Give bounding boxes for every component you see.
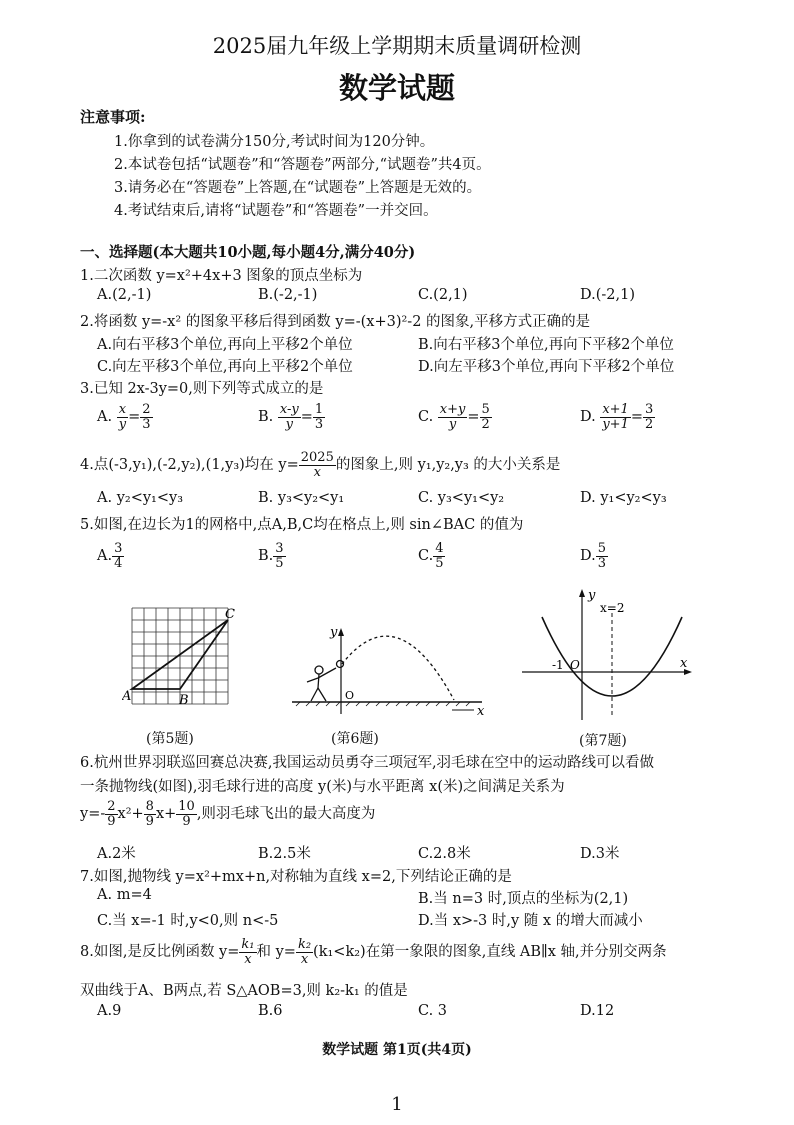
numerator: 4 xyxy=(435,541,444,556)
denominator: 5 xyxy=(275,555,284,571)
numerator: 8 xyxy=(145,799,154,814)
q5-option-d xyxy=(580,542,608,570)
numerator: 10 xyxy=(178,799,195,814)
fraction xyxy=(296,938,313,966)
denominator: 3 xyxy=(597,555,606,571)
eq-part: x+ xyxy=(155,806,177,823)
q6-line-1: 6.杭州世界羽联巡回赛总决赛,我国运动员勇夺三项冠军,羽毛球在空中的运动路线可以看做 xyxy=(80,755,655,771)
option-label: D. xyxy=(580,548,596,565)
q3-option-c: C. $\frac{x+y}{y}$ = $\frac{5}{2}$ xyxy=(418,402,490,432)
fraction xyxy=(144,800,156,828)
shuttle-trajectory xyxy=(342,636,454,700)
notice-item: 4.考试结束后,请将“试题卷”和“答题卷”一并交回。 xyxy=(114,203,438,219)
denominator: 3 xyxy=(314,416,324,432)
x-axis-label: x xyxy=(680,656,688,671)
numerator: 3 xyxy=(275,541,284,556)
q6-option-c: C.2.8米 xyxy=(418,846,471,862)
q2-option-d: D.向左平移3个单位,再向下平移2个单位 xyxy=(418,359,675,375)
q7-option-a: A. m=4 xyxy=(97,887,152,903)
fraction xyxy=(117,403,128,431)
fraction xyxy=(643,403,655,431)
figure-6-caption: (第6题) xyxy=(331,731,379,747)
q8-option-d: D.12 xyxy=(580,1003,615,1019)
numerator: 3 xyxy=(645,402,654,417)
notice-item: 1.你拿到的试卷满分150分,考试时间为120分钟。 xyxy=(114,134,435,150)
fraction xyxy=(273,542,285,570)
q8-option-c: C. 3 xyxy=(418,1003,448,1019)
neg-one-label: -1 xyxy=(552,658,564,672)
denominator: 9 xyxy=(107,813,116,829)
figure-5-grid xyxy=(122,600,252,710)
eq-part: x²+ xyxy=(117,806,144,823)
fraction xyxy=(600,403,631,431)
q6-equation xyxy=(80,800,375,828)
q4-option-b: B. y₃<y₂<y₁ xyxy=(258,490,345,506)
fraction xyxy=(480,403,492,431)
q8-stem-c: (k₁<k₂)在第一象限的图象,直线 AB∥x 轴,并分别交两条 xyxy=(313,944,667,961)
numerator: x-y xyxy=(279,402,299,417)
q3-stem: 3.已知 2x-3y=0,则下列等式成立的是 xyxy=(80,381,324,397)
notice-heading: 注意事项: xyxy=(80,108,146,126)
denominator: y xyxy=(118,416,127,432)
denominator: 3 xyxy=(142,416,151,432)
origin-label: O xyxy=(345,689,355,702)
option-label: A. xyxy=(97,409,113,426)
fraction xyxy=(299,451,336,479)
denominator: x xyxy=(313,464,321,480)
y-axis-label: y xyxy=(330,625,338,640)
subject-title: 数学试题 xyxy=(338,71,455,105)
numerator: 3 xyxy=(114,541,123,556)
q5-option-b xyxy=(258,542,286,570)
q7-option-b: B.当 n=3 时,顶点的坐标为(2,1) xyxy=(418,891,629,907)
eq-part: ,则羽毛球飞出的最大高度为 xyxy=(196,806,376,823)
numerator: x+y xyxy=(439,402,466,417)
q6-option-d: D.3米 xyxy=(580,846,620,862)
fraction xyxy=(278,403,301,431)
q8-option-a: A.9 xyxy=(97,1003,122,1019)
option-label: C. xyxy=(418,409,434,426)
q2-option-c: C.向左平移3个单位,再向上平移2个单位 xyxy=(97,359,353,375)
q4-stem-a: 4.点(-3,y₁),(-2,y₂),(1,y₃)均在 y= xyxy=(80,457,299,474)
denominator: 9 xyxy=(182,813,191,829)
figure-7-caption: (第7题) xyxy=(579,733,627,749)
q5-option-c xyxy=(418,542,445,570)
page-footer: 数学试题 第1页(共4页) xyxy=(322,1042,472,1058)
numerator: 5 xyxy=(597,541,606,556)
point-c-label: C xyxy=(225,607,235,622)
q4-stem xyxy=(80,451,560,479)
point-a-label: A xyxy=(122,689,132,704)
denominator: 2 xyxy=(481,416,490,432)
option-label: B. xyxy=(258,409,274,426)
q5-stem: 5.如图,在边长为1的网格中,点A,B,C均在格点上,则 sin∠BAC 的值为 xyxy=(80,517,524,533)
player-figure xyxy=(307,661,344,702)
figure-7-parabola xyxy=(520,585,695,725)
q7-option-c: C.当 x=-1 时,y<0,则 n<-5 xyxy=(97,913,279,929)
q1-stem: 1.二次函数 y=x²+4x+3 图象的顶点坐标为 xyxy=(80,268,363,284)
denominator: y xyxy=(448,416,457,432)
exam-title: 2025届九年级上学期期末质量调研检测 xyxy=(212,34,582,58)
page-number: 1 xyxy=(391,1094,403,1115)
denominator: y xyxy=(285,416,293,432)
option-label: A. xyxy=(97,548,113,565)
fraction xyxy=(596,542,608,570)
x-axis-label: x xyxy=(477,704,485,717)
option-label: D. xyxy=(580,409,596,426)
q1-option-a: A.(2,-1) xyxy=(97,287,152,303)
q4-option-d: D. y₁<y₂<y₃ xyxy=(580,490,667,506)
fraction xyxy=(112,542,124,570)
figure-6-badminton xyxy=(292,622,492,717)
denominator: 2 xyxy=(645,416,654,432)
numerator: 1 xyxy=(314,402,324,417)
denominator: 5 xyxy=(435,555,444,571)
numerator: 2 xyxy=(142,402,151,417)
denominator: y+1 xyxy=(602,416,629,432)
fraction xyxy=(438,403,468,431)
q3-option-d: D. $\frac{x+1}{y+1}$ = $\frac{3}{2}$ xyxy=(580,402,654,432)
q1-option-b: B.(-2,-1) xyxy=(258,287,318,303)
q6-option-a: A.2米 xyxy=(97,846,136,862)
numerator: x xyxy=(117,403,128,418)
q4-stem-b: 的图象上,则 y₁,y₂,y₃ 的大小关系是 xyxy=(335,457,561,474)
notice-item: 3.请务必在“答题卷”上答题,在“试题卷”上答题是无效的。 xyxy=(114,180,482,196)
denominator: 9 xyxy=(145,813,154,829)
fraction xyxy=(313,403,325,431)
denominator: x xyxy=(244,951,252,967)
q5-option-a xyxy=(97,542,124,570)
q6-line-2: 一条抛物线(如图),羽毛球行进的高度 y(米)与水平距离 x(米)之间满足关系为 xyxy=(80,779,565,795)
q2-stem: 2.将函数 y=-x² 的图象平移后得到函数 y=-(x+3)²-2 的图象,平移方式正确的是 xyxy=(80,314,591,330)
q1-option-d: D.(-2,1) xyxy=(580,287,635,303)
q1-option-c: C.(2,1) xyxy=(418,287,468,303)
y-axis-arrow xyxy=(338,628,344,636)
y-axis-label: y xyxy=(588,588,596,603)
option-label: B. xyxy=(258,548,274,565)
q3-option-b: B. $\frac{x-y}{y}$ = $\frac{1}{3}$ xyxy=(258,402,324,432)
q8-stem-a: 8.如图,是反比例函数 y= xyxy=(80,944,240,961)
eq-part: y=- xyxy=(80,806,106,823)
fraction xyxy=(239,938,256,966)
origin-label: O xyxy=(570,658,580,672)
fraction xyxy=(105,800,117,828)
fraction xyxy=(433,542,445,570)
section-heading: 一、选择题(本大题共10小题,每小题4分,满分40分) xyxy=(80,244,416,261)
numerator: x+1 xyxy=(600,403,631,418)
numerator: 2025 xyxy=(300,450,334,465)
fraction xyxy=(140,403,152,431)
numerator: k₁ xyxy=(241,937,255,952)
q8-option-b: B.6 xyxy=(258,1003,283,1019)
q4-option-a: A. y₂<y₁<y₃ xyxy=(97,490,184,506)
q8-line-2: 双曲线于A、B两点,若 S△AOB=3,则 k₂-k₁ 的值是 xyxy=(80,983,408,999)
q3-option-a: A. $\frac{x}{y}$ = $\frac{2}{3}$ xyxy=(97,402,151,432)
numerator: 5 xyxy=(481,402,490,417)
numerator: 2 xyxy=(107,799,116,814)
denominator: 4 xyxy=(114,555,123,571)
figure-5-caption: (第5题) xyxy=(146,731,194,747)
q4-option-c: C. y₃<y₁<y₂ xyxy=(418,490,505,506)
denominator: x xyxy=(300,951,309,967)
numerator: k₂ xyxy=(297,937,312,952)
q7-stem: 7.如图,抛物线 y=x²+mx+n,对称轴为直线 x=2,下列结论正确的是 xyxy=(80,869,512,885)
y-axis-arrow xyxy=(579,589,585,597)
q7-option-d: D.当 x>-3 时,y 随 x 的增大而减小 xyxy=(418,913,643,929)
q2-option-a: A.向右平移3个单位,再向上平移2个单位 xyxy=(97,337,353,353)
symmetry-axis-label: x=2 xyxy=(600,601,625,615)
q8-stem-b: 和 y= xyxy=(256,944,296,961)
q2-option-b: B.向右平移3个单位,再向下平移2个单位 xyxy=(418,337,674,353)
q6-option-b: B.2.5米 xyxy=(258,846,311,862)
fraction xyxy=(176,800,197,828)
notice-item: 2.本试卷包括“试题卷”和“答题卷”两部分,“试题卷”共4页。 xyxy=(114,157,491,173)
option-label: C. xyxy=(418,548,434,565)
point-b-label: B xyxy=(179,693,189,708)
q8-stem xyxy=(80,938,667,966)
